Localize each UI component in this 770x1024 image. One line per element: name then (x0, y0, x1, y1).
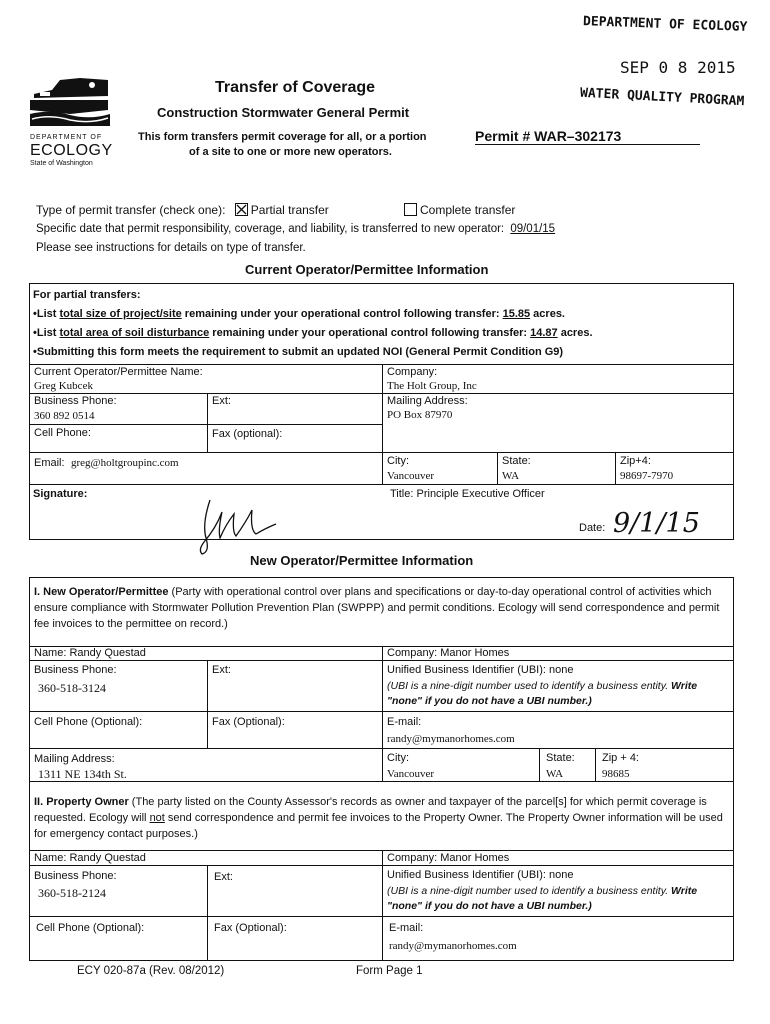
current-state-value: WA (502, 470, 520, 482)
partial-bullet-3: •Submitting this form meets the requirement to submit an updated NOI (General Permit Condition G9) (33, 346, 564, 358)
owner-ubi-value: none (549, 869, 574, 881)
new-name-cell[interactable]: Name: Randy Questad (29, 646, 383, 661)
transfer-date-label: Specific date that permit responsibility, coverage, and liability, is transferred to new operator: (36, 223, 505, 235)
current-cell-cell[interactable]: Cell Phone: (29, 424, 208, 453)
complete-transfer-label: Complete transfer (420, 203, 516, 217)
new-name-value: Randy Questad (69, 647, 146, 659)
owner-fax-cell[interactable]: Fax (Optional): (207, 916, 383, 961)
owner-name-value: Randy Questad (69, 852, 146, 864)
owner-name-cell[interactable]: Name: Randy Questad (29, 850, 383, 866)
new-phone-value: 360-518-3124 (38, 681, 106, 695)
stamp-date: SEP 0 8 2015 (620, 58, 736, 77)
signer-title-value: Principle Executive Officer (416, 488, 545, 500)
current-email-value: greg@holtgroupinc.com (71, 457, 179, 469)
new-company-value: Manor Homes (440, 647, 510, 659)
new-city-value: Vancouver (387, 768, 435, 780)
form-id: ECY 020-87a (Rev. 08/2012) (77, 965, 225, 977)
complete-transfer-checkbox[interactable] (404, 203, 417, 216)
new-state-cell[interactable]: State: WA (539, 748, 596, 782)
new-fax-cell[interactable]: Fax (Optional): (207, 711, 383, 749)
complete-transfer-row (404, 203, 515, 217)
owner-phone-value: 360-518-2124 (38, 886, 106, 900)
owner-email-value: randy@mymanorhomes.com (389, 940, 517, 952)
page-subtitle: Construction Stormwater General Permit (157, 105, 410, 120)
owner-cell-cell[interactable]: Cell Phone (Optional): (29, 916, 208, 961)
current-fax-cell[interactable]: Fax (optional): (207, 424, 383, 453)
stamp-program: WATER QUALITY PROGRAM (579, 85, 745, 110)
new-ext-cell[interactable]: Ext: (207, 660, 383, 712)
new-company-cell[interactable]: Company: Manor Homes (382, 646, 734, 661)
transfer-type-row (36, 203, 329, 217)
owner-company-value: Manor Homes (440, 852, 510, 864)
page-title: Transfer of Coverage (215, 79, 376, 96)
new-operator-title: New Operator/Permittee Information (250, 553, 474, 568)
current-phone-cell[interactable]: Business Phone: 360 892 0514 (29, 393, 208, 425)
new-email-cell[interactable]: E-mail: randy@mymanorhomes.com (382, 711, 734, 749)
new-operator-intro-box (29, 577, 734, 647)
new-zip-value: 98685 (602, 768, 630, 780)
current-name-cell[interactable]: Current Operator/Permittee Name: Greg Kubcek (29, 364, 383, 394)
current-zip-cell[interactable]: Zip+4: 98697-7970 (615, 452, 734, 485)
disturbance-area-value[interactable]: 14.87 (530, 327, 558, 339)
transfer-date-value[interactable]: 09/01/15 (510, 223, 556, 235)
current-phone-value: 360 892 0514 (34, 410, 95, 422)
signature-date-label: Date: (579, 522, 606, 534)
new-email-value: randy@mymanorhomes.com (387, 733, 515, 745)
new-operator-intro: I. New Operator/Permittee (Party with operational control over plans and specifications or day-to-day operational control of activities which ensure compliance with Stormwater Pollution Prevention Plan (SWPPP) and permit conditions. Ecology will send correspondence and permit fee invoices to the permittee on record.) (34, 586, 720, 630)
property-owner-intro-box (29, 781, 734, 851)
signature-title-row: Title: Principle Executive Officer (390, 488, 545, 500)
page-number: Form Page 1 (356, 965, 423, 977)
new-ubi-cell[interactable]: Unified Business Identifier (UBI): none (UBI is a nine-digit number used to identify a business entity. Write "none" if you do not have a UBI number.) (382, 660, 734, 712)
partial-transfer-label: Partial transfer (250, 203, 329, 217)
new-phone-cell[interactable]: Business Phone: 360-518-3124 (29, 660, 208, 712)
owner-ext-cell[interactable]: Ext: (207, 865, 383, 917)
partial-transfer-checkbox[interactable] (235, 203, 248, 216)
current-mailing-cell[interactable]: Mailing Address: PO Box 87970 (382, 393, 734, 453)
transfer-type-label: Type of permit transfer (check one): (36, 203, 226, 217)
owner-company-cell[interactable]: Company: Manor Homes (382, 850, 734, 866)
header-desc-1: This form transfers permit coverage for all, or a portion (138, 131, 427, 143)
new-zip-cell[interactable]: Zip + 4: 98685 (595, 748, 734, 782)
current-name-value: Greg Kubcek (34, 380, 93, 392)
site-size-value[interactable]: 15.85 (502, 308, 531, 320)
partial-bullet-1: •List total size of project/site remaining under your operational control following transfer: 15.85 acres. (33, 308, 565, 320)
owner-phone-cell[interactable]: Business Phone: 360-518-2124 (29, 865, 208, 917)
new-city-cell[interactable]: City: Vancouver (382, 748, 540, 782)
transfer-date-row (36, 223, 555, 235)
new-mailing-cell[interactable]: Mailing Address: 1311 NE 134th St. (29, 748, 383, 782)
permit-number: Permit # WAR–302173 (475, 128, 700, 145)
new-ubi-value: none (549, 664, 574, 676)
current-zip-value: 98697-7970 (620, 470, 674, 482)
signature-drawing[interactable] (196, 494, 296, 556)
partial-bullet-2: •List total area of soil disturbance remaining under your operational control following transfer: 14.87 acres. (33, 327, 593, 339)
logo-line1: DEPARTMENT OF (30, 134, 103, 141)
ecology-logo-icon (30, 76, 112, 131)
new-state-value: WA (546, 768, 564, 780)
owner-email-cell[interactable]: E-mail: randy@mymanorhomes.com (382, 916, 734, 961)
new-cell-cell[interactable]: Cell Phone (Optional): (29, 711, 208, 749)
current-company-cell[interactable]: Company: The Holt Group, Inc (382, 364, 734, 394)
owner-ubi-cell[interactable]: Unified Business Identifier (UBI): none (UBI is a nine-digit number used to identify a business entity. Write "none" if you do not have a UBI number.) (382, 865, 734, 917)
current-operator-title: Current Operator/Permittee Information (245, 262, 489, 277)
header-desc-2: of a site to one or more new operators. (189, 146, 392, 158)
current-mailing-value: PO Box 87970 (387, 409, 453, 421)
current-state-cell[interactable]: State: WA (497, 452, 616, 485)
logo-line2: ECOLOGY (30, 142, 113, 159)
signature-date-value[interactable]: 9/1/15 (613, 508, 713, 540)
current-company-value: The Holt Group, Inc (387, 380, 477, 392)
logo-line3: State of Washington (30, 160, 93, 167)
signature-label: Signature: (33, 488, 88, 500)
current-email-cell[interactable]: Email: greg@holtgroupinc.com (29, 452, 383, 485)
current-ext-cell[interactable]: Ext: (207, 393, 383, 425)
current-city-value: Vancouver (387, 470, 435, 482)
transfer-instructions: Please see instructions for details on type of transfer. (36, 242, 306, 254)
stamp-department: DEPARTMENT OF ECOLOGY (582, 14, 748, 35)
property-owner-intro: II. Property Owner (The party listed on the County Assessor's records as owner and taxpayer of the parcel[s] for which permit coverage is requested. Ecology will not send correspondence and permit fee invoices to the Property Owner. The Property Owner information will be used for emergency contact purposes.) (34, 796, 723, 840)
new-mailing-value: 1311 NE 134th St. (38, 767, 127, 781)
partial-heading: For partial transfers: (33, 289, 141, 301)
current-city-cell[interactable]: City: Vancouver (382, 452, 498, 485)
